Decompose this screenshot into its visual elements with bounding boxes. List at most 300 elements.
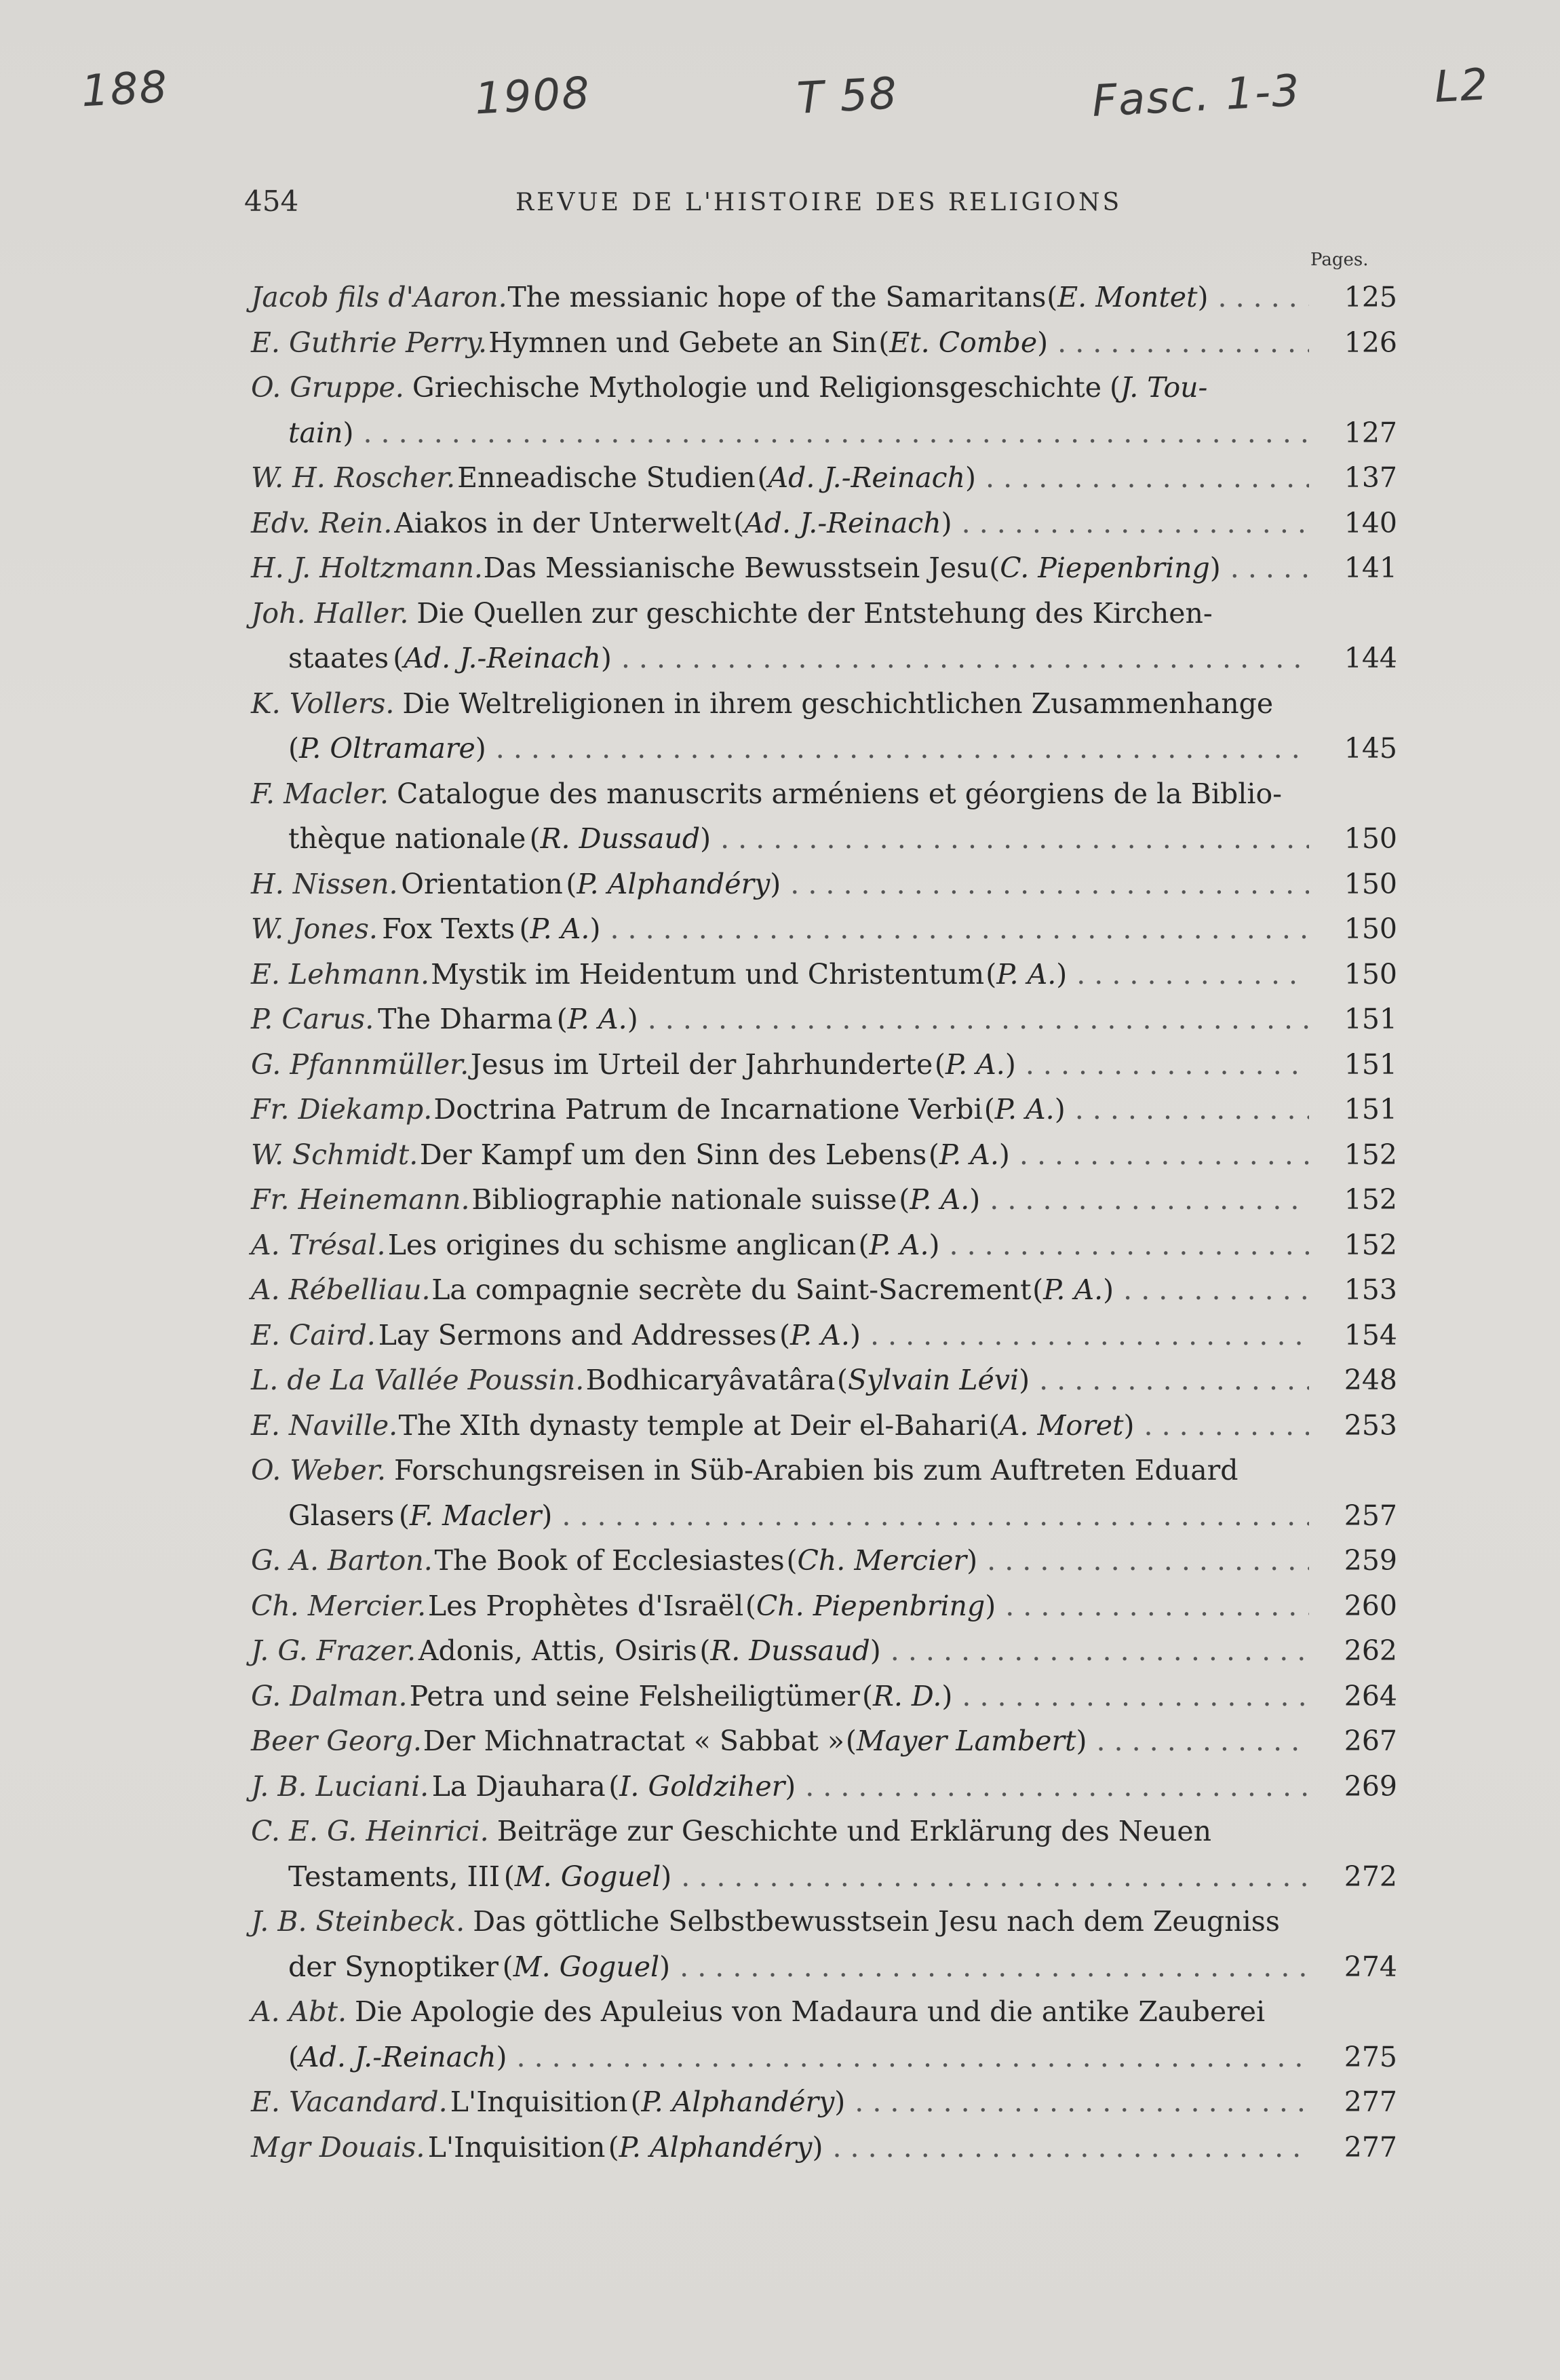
toc-entry	[251, 501, 1397, 546]
paren-close: )	[659, 1950, 671, 1983]
toc-entry	[251, 1132, 1397, 1178]
entry-title: der Synoptiker	[288, 1950, 499, 1983]
toc-entry-line	[251, 1403, 1397, 1448]
toc-entry-line	[251, 1538, 1397, 1584]
entry-author: E. Caird.	[251, 1318, 376, 1351]
entry-reviewer: P. A.	[1043, 1273, 1104, 1306]
entry-author: G. Pfannmüller.	[251, 1048, 469, 1081]
entry-author: A. Rébelliau.	[251, 1273, 431, 1306]
entry-author: L. de La Vallée Poussin.	[251, 1364, 585, 1396]
entry-title: Les origines du schisme anglican	[387, 1228, 857, 1261]
entry-title: Bodhicaryâvatâra	[585, 1364, 836, 1396]
entry-reviewer: R. Dussaud	[710, 1634, 870, 1667]
toc-entry	[251, 997, 1397, 1042]
entry-page-number: 275	[1344, 2040, 1397, 2073]
toc-entry	[251, 1403, 1397, 1448]
entry-author: Fr. Diekamp.	[251, 1093, 433, 1126]
entry-author: F. Macler.	[251, 777, 389, 810]
toc-entry	[251, 1042, 1397, 1088]
entry-title: Petra und seine Felsheiligtümer	[409, 1679, 860, 1712]
handwritten-annotations	[0, 59, 1560, 146]
dot-leader	[612, 636, 1309, 681]
paren-open: (	[861, 1679, 873, 1712]
paren-close: )	[661, 1860, 672, 1893]
entry-reviewer: P. A.	[869, 1228, 929, 1261]
dot-leader	[1010, 1132, 1309, 1178]
paren-open: (	[630, 2086, 642, 2118]
entry-page-number: 151	[1344, 1093, 1397, 1126]
entry-page-number: 257	[1344, 1499, 1397, 1532]
paren-close: )	[1197, 281, 1209, 313]
entry-author: O. Weber.	[251, 1454, 386, 1486]
toc-entry	[251, 1764, 1397, 1809]
entry-reviewer: R. D.	[872, 1679, 942, 1712]
entry-reviewer: E. Montet	[1057, 281, 1198, 313]
entry-reviewer: F. Macler	[409, 1499, 542, 1532]
entry-reviewer: P. A.	[996, 957, 1057, 991]
entry-author: E. Naville.	[251, 1408, 398, 1442]
entry-page-number: 269	[1344, 1769, 1397, 1803]
entry-reviewer: Ad. J.-Reinach	[299, 2040, 496, 2073]
paren-close: )	[1056, 957, 1068, 991]
toc-entry-line	[251, 1358, 1397, 1403]
toc-entry-line	[251, 410, 1397, 456]
paren-open: (	[988, 1408, 1000, 1442]
entry-reviewer: Ad. J.-Reinach	[404, 642, 601, 674]
paren-open: (	[745, 1589, 756, 1622]
entry-title: Hymnen und Gebete an Sin	[488, 326, 878, 359]
toc-entry-line	[251, 862, 1397, 907]
paren-open: (	[288, 2040, 299, 2073]
entry-page-number: 277	[1344, 2086, 1397, 2118]
paren-open: (	[1047, 281, 1058, 313]
toc-entry-line	[251, 275, 1397, 320]
entry-title: La compagnie secrète du Saint-Sacrement	[431, 1273, 1032, 1306]
entry-reviewer: J. Tou-	[1120, 371, 1208, 404]
toc-entry	[251, 1809, 1397, 1899]
paren-open: (	[608, 2130, 619, 2164]
dot-leader	[671, 1854, 1309, 1900]
toc-entry-line	[251, 1854, 1397, 1900]
entry-page-number: 150	[1344, 867, 1398, 900]
dot-leader	[881, 1628, 1309, 1674]
paren-close: )	[700, 822, 711, 855]
toc-entry-line	[251, 1087, 1397, 1132]
handwritten-note: T 58	[796, 69, 899, 124]
toc-entry-line	[251, 2079, 1397, 2125]
entry-page-number: 152	[1344, 1228, 1397, 1261]
handwritten-note: 1908	[473, 68, 592, 125]
entry-title: Griechische Mythologie und Religionsgeschichte	[412, 371, 1101, 404]
pages-column-label: Pages.	[1310, 250, 1369, 270]
toc-entry-line	[251, 906, 1397, 952]
paren-close: )	[969, 1183, 981, 1216]
dot-leader	[670, 1944, 1309, 1990]
toc-entry	[251, 2125, 1397, 2170]
entry-title: Les Prophètes d'Israël	[427, 1589, 744, 1622]
toc-entry-line	[251, 681, 1397, 727]
entry-page-number: 267	[1344, 1725, 1397, 1757]
toc-entry	[251, 771, 1397, 862]
entry-reviewer: M. Goguel	[513, 1950, 660, 1983]
toc-entry-line	[251, 1628, 1397, 1674]
entry-page-number: 152	[1344, 1138, 1397, 1171]
entry-page-number: 154	[1344, 1318, 1397, 1351]
dot-leader	[823, 2125, 1309, 2170]
toc-entry-line	[251, 726, 1397, 771]
paren-open: (	[398, 1499, 410, 1532]
toc-entry-line	[251, 636, 1397, 681]
paren-open: (	[288, 732, 299, 765]
entry-page-number: 262	[1344, 1634, 1398, 1667]
dot-leader	[1221, 545, 1309, 591]
entry-author: G. A. Barton.	[251, 1544, 433, 1577]
entry-page-number: 144	[1344, 642, 1397, 674]
toc-entry-line	[251, 1132, 1397, 1178]
toc-entry	[251, 591, 1397, 681]
entry-page-number: 152	[1344, 1183, 1397, 1216]
paren-open: (	[556, 1003, 568, 1035]
paren-open: (	[566, 867, 577, 900]
toc-entry-line	[251, 501, 1397, 546]
dot-leader	[977, 1538, 1309, 1584]
toc-entry	[251, 1584, 1397, 1629]
toc-entry-line	[251, 1719, 1397, 1764]
toc-entry-line	[251, 1177, 1397, 1223]
toc-entry	[251, 1223, 1397, 1268]
paren-close: )	[941, 1679, 953, 1712]
entry-author: H. Nissen.	[251, 867, 398, 900]
toc-entry	[251, 275, 1397, 320]
dot-leader	[996, 1584, 1309, 1629]
entry-title: Der Kampf um den Sinn des Lebens	[419, 1138, 927, 1171]
paren-close: )	[785, 1769, 796, 1803]
entry-reviewer: Et. Combe	[889, 326, 1038, 359]
paren-close: )	[1123, 1408, 1135, 1442]
paren-open: (	[608, 1769, 620, 1803]
page-number: 454	[244, 185, 299, 218]
entry-author: E. Lehmann.	[251, 957, 430, 991]
toc-entry	[251, 1313, 1397, 1358]
paren-close: )	[870, 1634, 881, 1667]
entry-reviewer: tain	[288, 416, 343, 449]
entry-page-number: 145	[1344, 732, 1397, 765]
dot-leader	[976, 455, 1309, 501]
entry-author: Edv. Rein.	[251, 506, 393, 539]
entry-page-number: 277	[1344, 2130, 1398, 2164]
toc-entry	[251, 1177, 1397, 1223]
entry-title: Orientation	[401, 867, 563, 900]
entry-page-number: 274	[1344, 1950, 1397, 1983]
toc-entry	[251, 862, 1397, 907]
entry-page-number: 153	[1344, 1273, 1397, 1306]
entry-page-number: 253	[1344, 1408, 1397, 1442]
dot-leader	[552, 1493, 1309, 1539]
paren-open: (	[928, 1138, 939, 1171]
paren-close: )	[343, 416, 354, 449]
paren-close: )	[600, 642, 612, 674]
entry-page-number: 150	[1344, 913, 1397, 945]
paren-close: )	[1103, 1273, 1114, 1306]
table-of-contents	[251, 275, 1397, 2170]
entry-page-number: 151	[1344, 1003, 1398, 1035]
toc-entry	[251, 455, 1397, 501]
entry-title: Die Apologie des Apuleius von Madaura und die antike Zauberei	[355, 1995, 1266, 2028]
entry-title: La Djauhara	[431, 1769, 606, 1803]
entry-reviewer: P. A.	[994, 1093, 1055, 1126]
dot-leader	[1209, 275, 1309, 320]
dot-leader	[952, 1674, 1309, 1719]
paren-open: (	[733, 506, 745, 539]
entry-author: Fr. Heinemann.	[251, 1183, 470, 1216]
paren-close: )	[496, 2040, 507, 2073]
entry-author: J. B. Luciani.	[251, 1769, 429, 1803]
entry-page-number: 248	[1344, 1364, 1397, 1396]
entry-title: L'Inquisition	[427, 2130, 606, 2164]
paren-close: )	[985, 1589, 996, 1622]
toc-entry-line	[251, 545, 1397, 591]
entry-title: Jesus im Urteil der Jahrhunderte	[470, 1048, 933, 1081]
entry-reviewer: P. Oltramare	[299, 732, 475, 765]
entry-reviewer: C. Piepenbring	[1000, 552, 1210, 584]
toc-entry	[251, 952, 1397, 997]
entry-author: Jacob fils d'Aaron.	[251, 281, 507, 313]
toc-entry	[251, 1358, 1397, 1403]
toc-entry	[251, 1628, 1397, 1674]
entry-reviewer: A. Moret	[999, 1408, 1124, 1442]
paren-open: (	[757, 461, 768, 494]
entry-reviewer: P. A.	[939, 1138, 999, 1171]
handwritten-note: 188	[80, 62, 170, 117]
entry-page-number: 150	[1344, 957, 1397, 991]
toc-entry-line	[251, 455, 1397, 501]
entry-reviewer: Ad. J.-Reinach	[768, 461, 966, 494]
paren-close: )	[541, 1499, 553, 1532]
paren-open: (	[858, 1228, 870, 1261]
paren-close: )	[1076, 1725, 1087, 1757]
paren-close: )	[929, 1228, 940, 1261]
entry-reviewer: P. A.	[910, 1183, 970, 1216]
entry-author: E. Guthrie Perry.	[251, 326, 487, 359]
entry-author: P. Carus.	[251, 1003, 374, 1035]
entry-author: K. Vollers.	[251, 687, 395, 720]
entry-title: The messianic hope of the Samaritans	[507, 281, 1047, 313]
paren-open: (	[934, 1048, 945, 1081]
entry-reviewer: P. A.	[530, 913, 590, 945]
entry-title: Enneadische Studien	[457, 461, 756, 494]
entry-author: A. Abt.	[251, 1995, 347, 2028]
entry-page-number: 272	[1344, 1860, 1397, 1893]
paren-open: (	[519, 913, 530, 945]
paren-close: )	[941, 506, 952, 539]
entry-title: Glasers	[288, 1499, 395, 1532]
entry-page-number: 137	[1344, 461, 1398, 494]
entry-title: The XIth dynasty temple at Deir el-Bahari	[398, 1408, 988, 1442]
entry-author: Mgr Douais.	[251, 2130, 425, 2164]
entry-page-number: 141	[1344, 552, 1397, 584]
paren-close: )	[1054, 1093, 1066, 1126]
entry-title: Lay Sermons and Addresses	[378, 1318, 777, 1351]
toc-entry-line	[251, 1989, 1397, 2035]
toc-entry-line	[251, 816, 1397, 862]
entry-author: E. Vacandard.	[251, 2086, 448, 2118]
entry-author: W. H. Roscher.	[251, 461, 456, 494]
toc-entry-line	[251, 1899, 1397, 1944]
entry-title: Testaments, III	[288, 1860, 501, 1893]
entry-page-number: 126	[1344, 326, 1397, 359]
paren-open: (	[1109, 371, 1120, 404]
entry-title: Doctrina Patrum de Incarnatione Verbi	[433, 1093, 983, 1126]
entry-reviewer: P. Alphandéry	[641, 2086, 835, 2118]
paren-open: (	[836, 1364, 848, 1396]
entry-title: thèque nationale	[288, 822, 526, 855]
toc-entry-line	[251, 1674, 1397, 1719]
entry-author: W. Schmidt.	[251, 1138, 418, 1171]
paren-close: )	[1005, 1048, 1016, 1081]
paren-close: )	[812, 2130, 823, 2164]
entry-title: The Dharma	[378, 1003, 553, 1035]
entry-author: A. Trésal.	[251, 1228, 386, 1261]
dot-leader	[861, 1313, 1309, 1358]
paren-open: (	[393, 642, 404, 674]
toc-entry	[251, 365, 1397, 455]
handwritten-note: L2	[1433, 59, 1491, 113]
paren-open: (	[786, 1544, 798, 1577]
entry-title: staates	[288, 642, 389, 674]
entry-page-number: 140	[1344, 506, 1397, 539]
dot-leader	[1087, 1719, 1309, 1764]
entry-page-number: 127	[1344, 416, 1397, 449]
toc-entry-line	[251, 1809, 1397, 1854]
entry-title: Beiträge zur Geschichte und Erklärung des Neuen	[496, 1815, 1212, 1847]
toc-entry-line	[251, 1042, 1397, 1088]
dot-leader	[507, 2035, 1309, 2080]
entry-title: Forschungsreisen in Süb-Arabien bis zum Auftreten Eduard	[393, 1454, 1239, 1486]
entry-author: O. Gruppe.	[251, 371, 404, 404]
entry-reviewer: Ch. Mercier	[797, 1544, 967, 1577]
dot-leader	[845, 2079, 1309, 2125]
entry-page-number: 151	[1344, 1048, 1397, 1081]
entry-reviewer: Sylvain Lévi	[847, 1364, 1019, 1396]
entry-author: H. J. Holtzmann.	[251, 552, 483, 584]
dot-leader	[1016, 1042, 1309, 1088]
entry-author: Ch. Mercier.	[251, 1589, 427, 1622]
entry-author: G. Dalman.	[251, 1679, 408, 1712]
entry-reviewer: P. A.	[789, 1318, 850, 1351]
paren-open: (	[983, 1093, 995, 1126]
entry-reviewer: Mayer Lambert	[856, 1725, 1076, 1757]
entry-page-number: 150	[1344, 822, 1397, 855]
entry-title: The Book of Ecclesiastes	[434, 1544, 785, 1577]
toc-entry	[251, 1719, 1397, 1764]
paren-open: (	[845, 1725, 857, 1757]
toc-entry	[251, 681, 1397, 771]
toc-entry	[251, 1538, 1397, 1584]
paren-open: (	[529, 822, 541, 855]
dot-leader	[486, 726, 1309, 771]
entry-author: W. Jones.	[251, 913, 378, 945]
journal-title: REVUE DE L'HISTOIRE DES RELIGIONS	[515, 189, 1123, 216]
dot-leader	[1048, 320, 1309, 366]
toc-entry	[251, 2079, 1397, 2125]
entry-author: J. G. Frazer.	[251, 1634, 416, 1667]
toc-entry-line	[251, 1267, 1397, 1313]
entry-title: Adonis, Attis, Osiris	[418, 1634, 697, 1667]
dot-leader	[638, 997, 1309, 1042]
paren-open: (	[989, 552, 1000, 584]
entry-reviewer: Ad. J.-Reinach	[744, 506, 941, 539]
entry-author: Joh. Haller.	[251, 596, 409, 630]
paren-open: (	[878, 326, 890, 359]
dot-leader	[711, 816, 1309, 862]
dot-leader	[353, 410, 1309, 456]
dot-leader	[1114, 1267, 1309, 1313]
toc-entry-line	[251, 591, 1397, 636]
paren-open: (	[779, 1318, 790, 1351]
dot-leader	[952, 501, 1309, 546]
paren-close: )	[475, 732, 486, 765]
toc-entry	[251, 906, 1397, 952]
paren-close: )	[1019, 1364, 1030, 1396]
paren-close: )	[1037, 326, 1049, 359]
toc-entry	[251, 320, 1397, 366]
toc-entry	[251, 1674, 1397, 1719]
entry-title: Die Weltreligionen in ihrem geschichtlichen Zusammenhange	[402, 687, 1274, 720]
entry-title: Das Messianische Bewusstsein Jesu	[483, 552, 989, 584]
entry-page-number: 125	[1344, 281, 1397, 313]
toc-entry-line	[251, 365, 1397, 410]
toc-entry-line	[251, 1584, 1397, 1629]
toc-entry-line	[251, 1493, 1397, 1539]
dot-leader	[940, 1223, 1309, 1268]
entry-reviewer: P. A.	[567, 1003, 627, 1035]
dot-leader	[1067, 952, 1309, 997]
paren-close: )	[589, 913, 601, 945]
paren-close: )	[965, 461, 977, 494]
entry-title: Mystik im Heidentum und Christentum	[431, 957, 985, 991]
entry-reviewer: P. A.	[945, 1048, 1005, 1081]
toc-entry-line	[251, 1313, 1397, 1358]
dot-leader	[1030, 1358, 1309, 1403]
entry-title: Fox Texts	[382, 913, 515, 945]
paren-open: (	[699, 1634, 711, 1667]
entry-page-number: 260	[1344, 1589, 1397, 1622]
dot-leader	[1066, 1087, 1309, 1132]
entry-title: Der Michnatractat « Sabbat »	[423, 1725, 844, 1757]
paren-open: (	[503, 1860, 515, 1893]
entry-title: L'Inquisition	[450, 2086, 628, 2118]
dot-leader	[781, 862, 1309, 907]
dot-leader	[1135, 1403, 1309, 1448]
paren-close: )	[627, 1003, 638, 1035]
entry-title: Aiakos in der Unterwelt	[394, 506, 732, 539]
entry-title: Catalogue des manuscrits arméniens et géorgiens de la Biblio-	[397, 777, 1282, 810]
entry-author: J. B. Steinbeck.	[251, 1905, 465, 1938]
paren-close: )	[849, 1318, 861, 1351]
entry-reviewer: I. Goldziher	[619, 1769, 785, 1803]
running-header	[244, 185, 1397, 232]
paren-close: )	[998, 1138, 1010, 1171]
dot-leader	[980, 1177, 1309, 1223]
paren-close: )	[967, 1544, 978, 1577]
toc-entry	[251, 545, 1397, 591]
entry-reviewer: Ch. Piepenbring	[756, 1589, 986, 1622]
dot-leader	[796, 1764, 1309, 1809]
entry-reviewer: P. Alphandéry	[577, 867, 771, 900]
handwritten-note: Fasc. 1-3	[1091, 65, 1302, 128]
toc-entry	[251, 1448, 1397, 1538]
entry-author: Beer Georg.	[251, 1725, 422, 1757]
